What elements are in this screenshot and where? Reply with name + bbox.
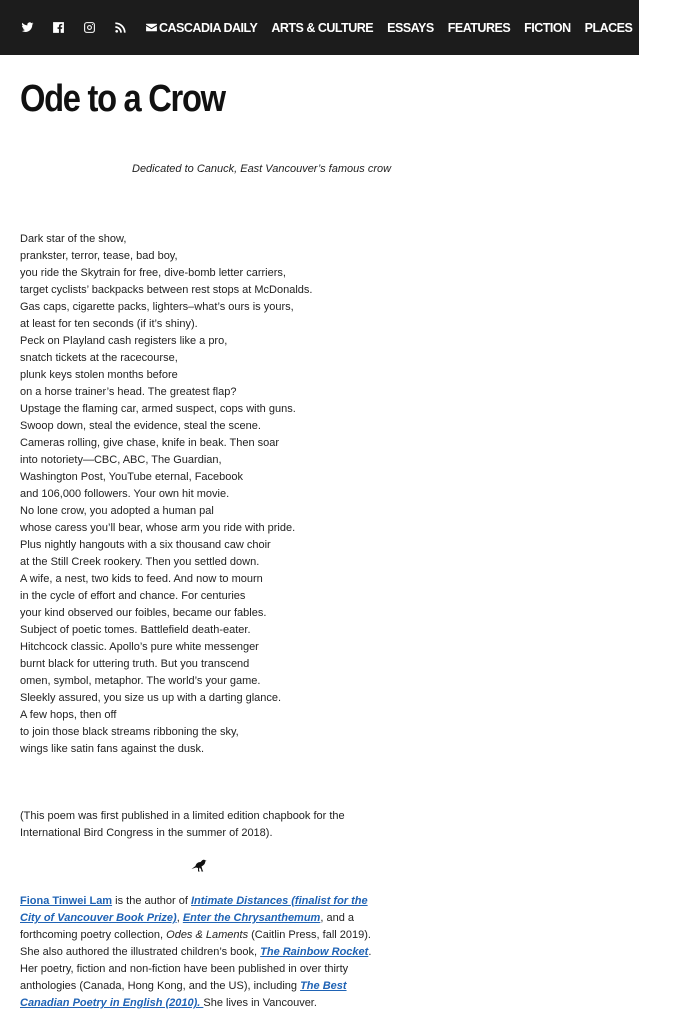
poem-line: your kind observed our foibles, became our fables. [20,607,267,619]
bio-text: She lives in Vancouver. [203,997,317,1009]
poem-line: wings like satin fans against the dusk. [20,743,205,755]
poem-line: at the Still Creek rookery. Then you settled down. [20,556,260,568]
nav-fiction[interactable]: FICTION [524,20,571,35]
poem-line: plunk keys stolen months before [20,369,178,381]
poem-line: Subject of poetic tomes. Battlefield death-eater. [20,624,251,636]
article-title: Ode to a Crow [20,78,225,120]
nav-arts-culture[interactable]: ARTS & CULTURE [271,20,374,35]
poem-line: Cameras rolling, give chase, knife in beak. Then soar [20,437,280,449]
poem-line: whose caress you’ll bear, whose arm you ride with pride. [20,522,296,534]
poem-line: burnt black for uttering truth. But you transcend [20,658,250,670]
bio-text: , and a forthcoming poetry collection, [20,912,354,941]
poem-body [20,231,312,758]
poem-line: snatch tickets at the racecourse, [20,352,178,364]
rss-icon[interactable] [113,20,128,35]
book-title-odes-laments: Odes & Laments [166,929,249,941]
author-bio [20,893,380,1012]
nav-places[interactable]: PLACES [584,20,633,35]
poem-line: No lone crow, you adopted a human pal [20,505,214,517]
book-link-best-canadian-poetry[interactable]: The Best Canadian Poetry in English (2010). [20,980,347,1009]
poem-line: A wife, a nest, two kids to feed. And now to mourn [20,573,263,585]
poem-line: Washington Post, YouTube eternal, Facebook [20,471,243,483]
poem-line: you ride the Skytrain for free, dive-bomb letter carriers, [20,267,286,279]
poem-line: on a horse trainer’s head. The greatest flap? [20,386,237,398]
poem-line: at least for ten seconds (if it’s shiny). [20,318,198,330]
poem-line: Peck on Playland cash registers like a pro, [20,335,228,347]
poem-line: Plus nightly hangouts with a six thousand caw choir [20,539,271,551]
nav-cascadia-daily[interactable]: CASCADIA DAILY [159,20,258,35]
facebook-icon[interactable] [51,20,66,35]
poem-line: Hitchcock classic. Apollo’s pure white messenger [20,641,259,653]
author-link[interactable]: Fiona Tinwei Lam [20,895,113,907]
poem-line: into notoriety—CBC, ABC, The Guardian, [20,454,222,466]
poem-line: and 106,000 followers. Your own hit movie. [20,488,230,500]
poem-line: in the cycle of effort and chance. For centuries [20,590,246,602]
book-link-intimate-distances[interactable]: Intimate Distances (finalist for the City of Vancouver Book Prize) [20,895,368,924]
social-links [20,20,159,35]
dedication: Dedicated to Canuck, East Vancouver’s famous crow [132,163,392,175]
nav-poetry[interactable]: POETRY [646,20,694,35]
crow-icon [191,858,207,872]
poem-line: Sleekly assured, you size us up with a darting glance. [20,692,282,704]
poem-line: Dark star of the show, [20,233,127,245]
main-menu [159,21,694,35]
instagram-icon[interactable] [82,20,97,35]
poem-line: A few hops, then off [20,709,117,721]
email-icon[interactable] [144,20,159,35]
book-link-enter-the-chrysanthemum[interactable]: Enter the Chrysanthemum [182,912,321,924]
twitter-icon[interactable] [20,20,35,35]
poem-line: Gas caps, cigarette packs, lighters–what’s ours is yours, [20,301,294,313]
top-navigation-bar [0,0,694,55]
poem-line: to join those black streams ribboning the sky, [20,726,239,738]
poem-line: Swoop down, steal the evidence, steal the scene. [20,420,261,432]
bio-text: . Her poetry, fiction and non-fiction have been published in over thirty anthologies (Canada, Hong Kong, and the US), including [20,946,372,992]
book-link-rainbow-rocket[interactable]: The Rainbow Rocket [260,946,369,958]
poem-line: Upstage the flaming car, armed suspect, cops with guns. [20,403,296,415]
bio-text: (Caitlin Press, fall 2019). She also authored the illustrated children’s book, [20,929,371,958]
nav-essays[interactable]: ESSAYS [387,20,434,35]
poem-line: target cyclists’ backpacks between rest stops at McDonalds. [20,284,313,296]
bio-text: is the author of [112,895,191,907]
publication-note: (This poem was first published in a limited edition chapbook for the International Bird Congress in the summer of 2018). [20,810,345,839]
bio-text: , [176,912,183,924]
poem-line: omen, symbol, metaphor. The world’s your game. [20,675,261,687]
poem-line: prankster, terror, tease, bad boy, [20,250,178,262]
nav-features[interactable]: FEATURES [447,20,511,35]
